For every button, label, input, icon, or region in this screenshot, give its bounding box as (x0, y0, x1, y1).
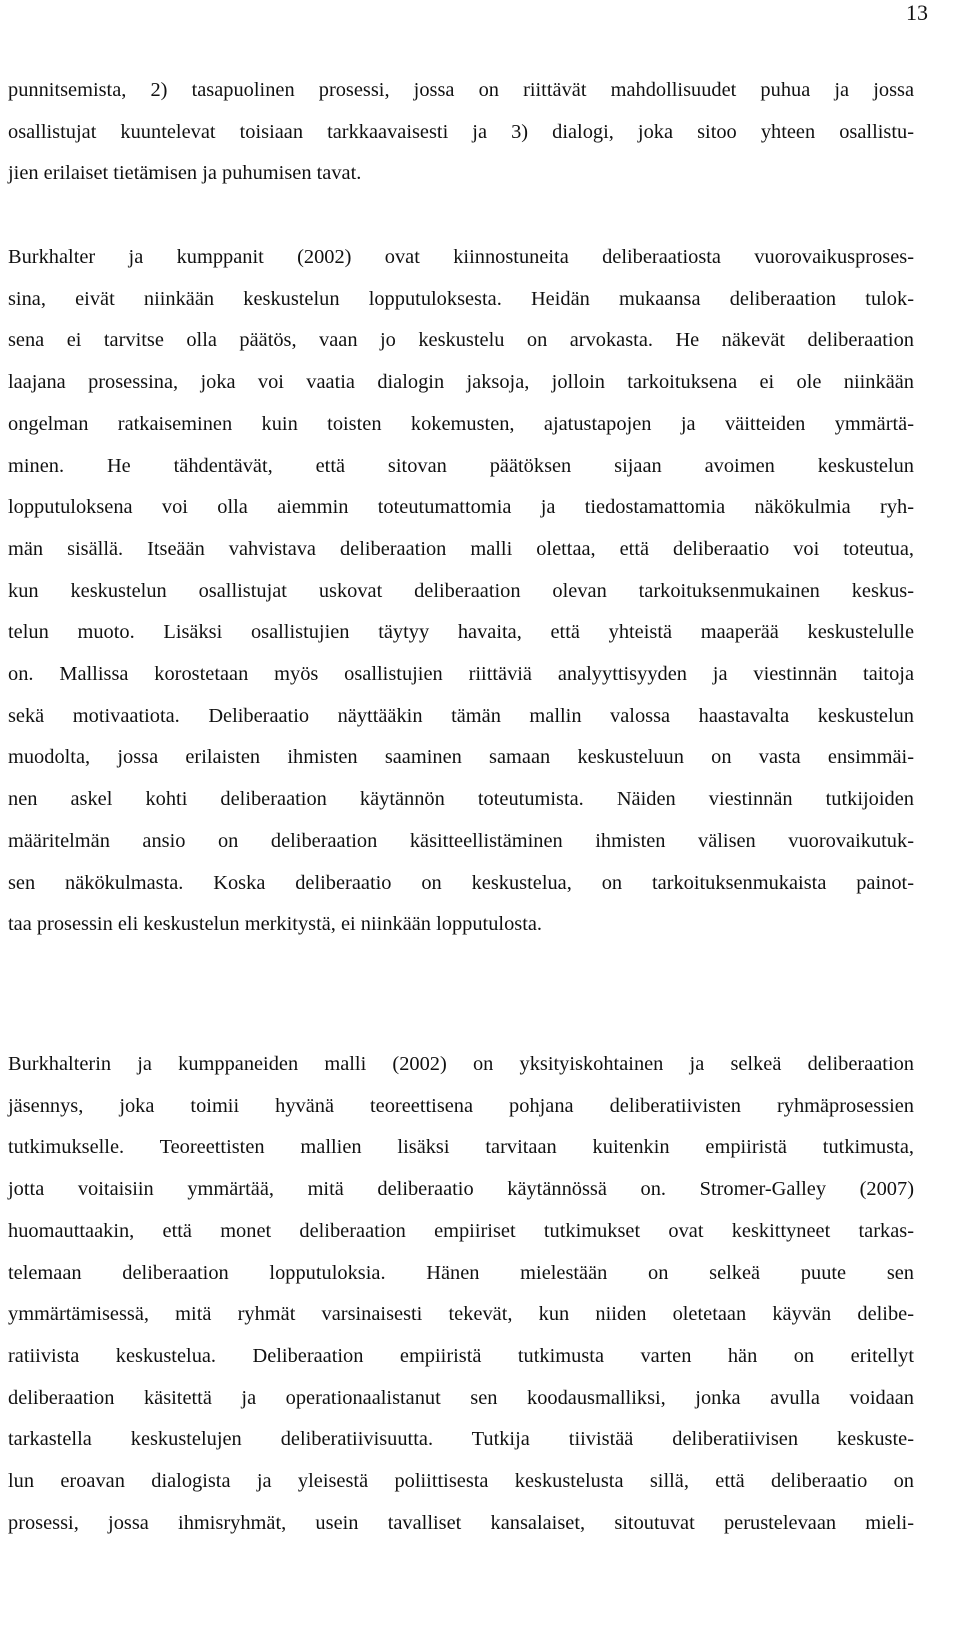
text-line: taa prosessin eli keskustelun merkitystä, ei niinkään lopputulosta. (8, 913, 543, 936)
text-line: jotta voitaisiin ymmärtää, mitä deliberaatio käytännössä on. Stromer-Galley (2007) (8, 1178, 914, 1201)
text-line: määritelmän ansio on deliberaation käsitteellistäminen ihmisten välisen vuorovaikutuk- (8, 829, 914, 852)
page-number: 13 (906, 0, 928, 25)
text-line: sina, eivät niinkään keskustelun lopputuloksesta. Heidän mukaansa deliberaation tulok- (8, 287, 914, 310)
text-line: muodolta, jossa erilaisten ihmisten saaminen samaan keskusteluun on vasta ensimmäi- (8, 746, 914, 769)
text-line: lopputuloksena voi olla aiemmin toteutumattomia ja tiedostamattomia näkökulmia ryh- (8, 496, 914, 519)
text-line: sen näkökulmasta. Koska deliberaatio on keskustelua, on tarkoituksenmukaista painot- (8, 871, 914, 894)
text-line: huomauttaakin, että monet deliberaation empiiriset tutkimukset ovat keskittyneet tarkas- (8, 1219, 914, 1242)
text-line: tarkastella keskustelujen deliberatiivisuutta. Tutkija tiivistää deliberatiivisen keskuste- (8, 1428, 914, 1451)
text-line: deliberaation käsitettä ja operationaalistanut sen koodausmalliksi, jonka avulla voidaan (8, 1386, 914, 1409)
text-line: Burkhalterin ja kumppaneiden malli (2002) on yksityiskohtainen ja selkeä deliberaation (8, 1053, 914, 1075)
text-line: ratiivista keskustelua. Deliberaation empiiristä tutkimusta varten hän on eritellyt (8, 1344, 914, 1367)
text-line: nen askel kohti deliberaation käytännön toteutumista. Näiden viestinnän tutkijoiden (8, 788, 914, 811)
text-line: kun keskustelun osallistujat uskovat deliberaation olevan tarkoituksenmukainen keskus- (8, 579, 914, 602)
text-line: telemaan deliberaation lopputuloksia. Hänen mielestään on selkeä puute sen (8, 1261, 914, 1284)
text-line: minen. He tähdentävät, että sitovan päätöksen sijaan avoimen keskustelun (8, 454, 914, 477)
text-line: on. Mallissa korostetaan myös osallistujien riittäviä analyyttisyyden ja viestinnän taitoja (8, 663, 914, 686)
text-line: osallistujat kuuntelevat toisiaan tarkkaavaisesti ja 3) dialogi, joka sitoo yhteen osallistu- (8, 120, 914, 143)
text-line: tutkimukselle. Teoreettisten mallien lisäksi tarvitaan kuitenkin empiiristä tutkimusta, (8, 1136, 914, 1159)
text-line: telun muoto. Lisäksi osallistujien täytyy havaita, että yhteistä maaperää keskustelulle (8, 621, 914, 644)
paragraph-1 (8, 70, 914, 195)
text-line: sekä motivaatiota. Deliberaatio näyttääkin tämän mallin valossa haastavalta keskustelun (8, 704, 914, 727)
text-line: punnitsemista, 2) tasapuolinen prosessi, jossa on riittävät mahdollisuudet puhua ja jossa (8, 79, 914, 101)
text-line: prosessi, jossa ihmisryhmät, usein tavalliset kansalaiset, sitoutuvat perustelevaan mieli- (8, 1511, 914, 1534)
paragraph-3 (8, 1044, 914, 1544)
text-line: sena ei tarvitse olla päätös, vaan jo keskustelu on arvokasta. He näkevät deliberaation (8, 329, 914, 352)
text-line: män sisällä. Itseään vahvistava deliberaation malli olettaa, että deliberaatio voi toteutua, (8, 537, 914, 560)
paragraph-2 (8, 237, 914, 946)
text-line: Burkhalter ja kumppanit (2002) ovat kiinnostuneita deliberaatiosta vuorovaikusproses- (8, 246, 914, 268)
text-line: jäsennys, joka toimii hyvänä teoreettisena pohjana deliberatiivisten ryhmäprosessien (8, 1094, 914, 1117)
text-line: ongelman ratkaiseminen kuin toisten kokemusten, ajatustapojen ja väitteiden ymmärtä- (8, 412, 914, 435)
text-line: lun eroavan dialogista ja yleisestä poliittisesta keskustelusta sillä, että deliberaatio on (8, 1470, 914, 1493)
text-line: ymmärtämisessä, mitä ryhmät varsinaisesti tekevät, kun niiden oletetaan käyvän delibe- (8, 1303, 914, 1326)
text-line: jien erilaiset tietämisen ja puhumisen tavat. (8, 162, 362, 185)
text-line: laajana prosessina, joka voi vaatia dialogin jaksoja, jolloin tarkoituksena ei ole niinkään (8, 371, 914, 394)
